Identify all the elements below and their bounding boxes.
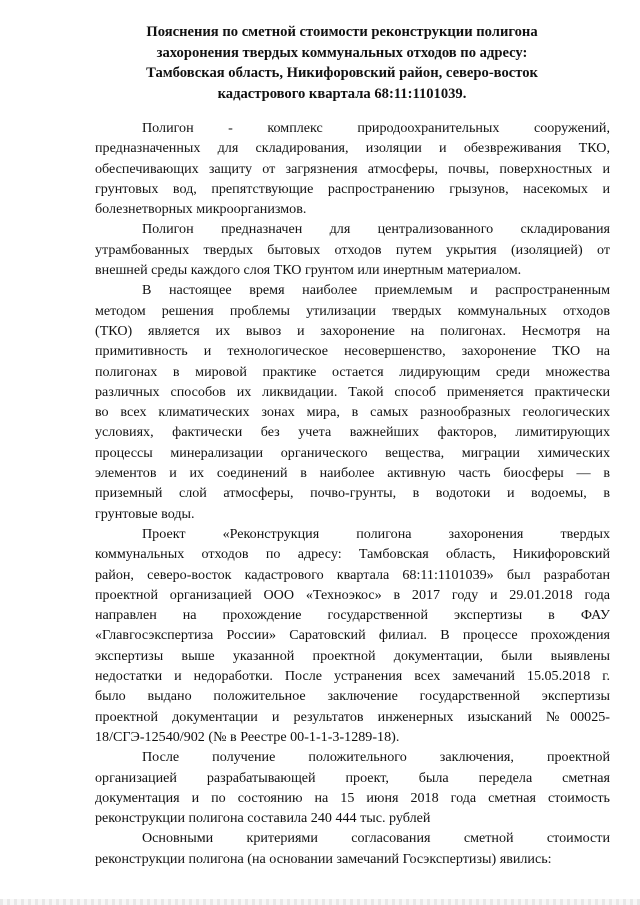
text-line: экспертизы выше указанной проектной документации, были выявлены xyxy=(95,647,610,664)
text-line: утрамбованных твердых бытовых отходов путем укрытия (изоляцией) от xyxy=(95,241,610,258)
text-line: обеспечивающих защиту от загрязнения атмосферы, почвы, поверхностных и xyxy=(95,160,610,177)
title-line: Тамбовская область, Никифоровский район, северо-восток xyxy=(146,65,538,81)
text-line: «Главгосэкспертиза России» Саратовский филиал. В процессе прохождения xyxy=(95,627,610,644)
text-line: приземный слой атмосферы, почво-грунты, в водотоки и водоемы, в xyxy=(95,485,610,502)
document-body xyxy=(95,118,610,869)
text-line: примитивность и технологическое несовершенство, захоронение ТКО на xyxy=(95,343,610,360)
text-line: Основными критериями согласования сметной стоимости xyxy=(142,830,610,847)
text-line: В настоящее время наиболее приемлемым и распространенным xyxy=(142,282,610,299)
paragraph-disposal-method xyxy=(95,280,610,524)
text-line: элементов и их соединений в наиболее активную часть биосферы — в xyxy=(95,465,610,482)
text-line: различных способов их ликвидации. Такой способ применяется практически xyxy=(95,383,610,400)
paragraph-approval-criteria xyxy=(95,828,610,869)
document-title xyxy=(110,22,574,104)
text-line: проектной организацией ООО «Техноэкос» в 2017 году и 29.01.2018 года xyxy=(95,586,610,603)
text-line: недостатки и недоработки. После устранения всех замечаний 15.05.2018 г. xyxy=(95,668,610,685)
text-line: проектной документации и результатов инженерных изысканий №00025- xyxy=(95,708,610,725)
paragraph-project-history xyxy=(95,524,610,747)
text-line: грунтовых вод, препятствующие распространению грызунов, насекомых и xyxy=(95,180,610,197)
scan-edge-artifact xyxy=(0,899,640,905)
text-line: организацией разрабатывающей проект, была передела сметная xyxy=(95,769,610,786)
text-line: болезнетворных микроорганизмов. xyxy=(95,201,307,218)
text-line: было выдано положительное заключение государственной экспертизы xyxy=(95,688,610,705)
text-line: условиях, фактически без учета важнейших факторов, лимитирующих xyxy=(95,424,610,441)
text-line: реконструкции полигона (на основании замечаний Госэкспертизы) явились: xyxy=(95,850,552,867)
text-line: во всех климатических зонах мира, в самых разнообразных геологических xyxy=(95,404,610,421)
text-line: реконструкции полигона составила 240 444 тыс. рублей xyxy=(95,810,431,827)
text-line: После получение положительного заключения, проектной xyxy=(142,749,610,766)
text-line: направлен на прохождение государственной экспертизы в ФАУ xyxy=(95,607,610,624)
title-line: Пояснения по сметной стоимости реконструкции полигона xyxy=(146,24,538,40)
paragraph-landfill-purpose xyxy=(95,219,610,280)
text-line: Проект «Реконструкция полигона захоронения твердых xyxy=(142,525,610,542)
paragraph-estimate-cost xyxy=(95,747,610,828)
paragraph-landfill-definition xyxy=(95,118,610,219)
text-line: полигонах в мировой практике остается лидирующим среди множества xyxy=(95,363,610,380)
title-line: захоронения твердых коммунальных отходов по адресу: xyxy=(156,44,528,61)
text-line: Полигон - комплекс природоохранительных сооружений, xyxy=(142,120,610,136)
text-line: коммунальных отходов по адресу: Тамбовская область, Никифоровский xyxy=(95,546,610,563)
title-line: кадастрового квартала 68:11:1101039. xyxy=(217,85,467,102)
text-line: документация и по состоянию на 15 июня 2018 года сметная стоимость xyxy=(95,789,610,806)
text-line: грунтовые воды. xyxy=(95,505,195,522)
text-line: район, северо-восток кадастрового квартала 68:11:1101039» был разработан xyxy=(95,566,610,583)
text-line: (ТКО) является их вывоз и захоронение на полигонах. Несмотря на xyxy=(95,322,610,339)
text-line: 18/СГЭ-12540/902 (№ в Реестре 00-1-1-3-1289-18). xyxy=(95,728,400,745)
text-line: предназначенных для складирования, изоляции и обезвреживания ТКО, xyxy=(95,140,610,157)
text-line: процессы минерализации органического вещества, миграции химических xyxy=(95,444,610,461)
text-line: Полигон предназначен для централизованного складирования xyxy=(142,221,610,238)
text-line: внешней среды каждого слоя ТКО грунтом или инертным материалом. xyxy=(95,262,522,279)
text-line: методом решения проблемы утилизации твердых коммунальных отходов xyxy=(95,302,610,319)
